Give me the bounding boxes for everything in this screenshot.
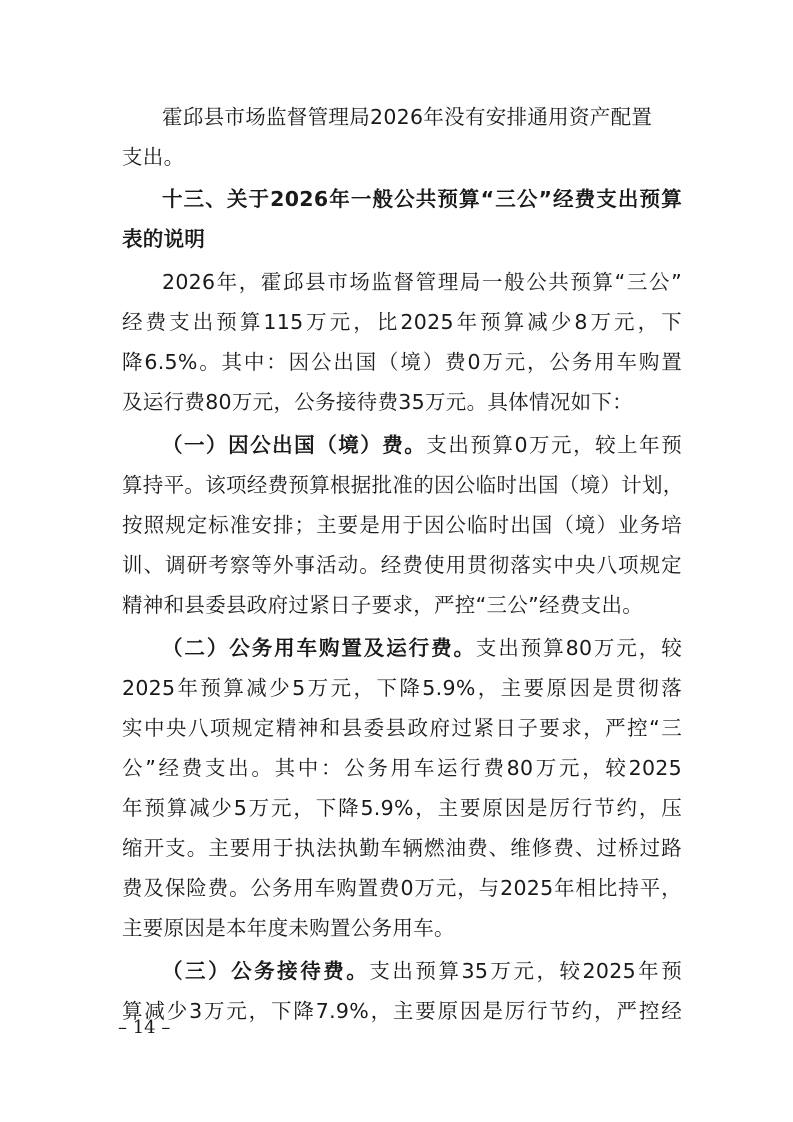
- text-line: 公”经费支出。其中：公务用车运行费80万元，较2025: [122, 756, 682, 780]
- section-heading: 表的说明: [122, 227, 206, 251]
- subsection-heading: （一）因公出国（境）费。: [162, 433, 427, 457]
- text-line: 算持平。该项经费预算根据批准的因公临时出国（境）计划，: [122, 473, 684, 497]
- subsection-heading: （二）公务用车购置及运行费。: [162, 636, 476, 660]
- text-line: 费及保险费。公务用车购置费0万元，与2025年相比持平，: [122, 876, 682, 900]
- text-line: [162, 951, 682, 991]
- text-span: 支出预算80万元，较: [475, 636, 682, 660]
- text-line: 降6.5%。其中：因公出国（境）费0万元，公务用车购置: [122, 350, 682, 374]
- text-line: 精神和县委县政府过紧日子要求，严控“三公”经费支出。: [122, 593, 644, 617]
- text-line: 及运行费80万元，公务接待费35万元。具体情况如下：: [122, 390, 633, 414]
- text-line: [162, 628, 682, 668]
- section-heading: 十三、关于2026年一般公共预算“三公”经费支出预算: [162, 187, 682, 211]
- text-line: 霍邱县市场监督管理局2026年没有安排通用资产配置: [162, 105, 653, 129]
- text-line: 算减少3万元，下降7.9%，主要原因是厉行节约，严控经: [122, 999, 682, 1023]
- text-line: 经费支出预算115万元，比2025年预算减少8万元，下: [122, 310, 682, 334]
- text-line: [162, 425, 682, 465]
- text-line: 2026年，霍邱县市场监督管理局一般公共预算“三公”: [162, 270, 682, 294]
- text-span: 支出预算35万元，较2025年预: [369, 959, 683, 983]
- page-number: – 14 –: [118, 1017, 171, 1038]
- text-line: 主要原因是本年度未购置公务用车。: [122, 916, 455, 940]
- text-line: 按照规定标准安排；主要是用于因公临时出国（境）业务培: [122, 513, 682, 537]
- subsection-heading: （三）公务接待费。: [162, 959, 370, 983]
- text-line: 2025年预算减少5万元，下降5.9%，主要原因是贯彻落: [122, 676, 682, 700]
- text-line: 实中央八项规定精神和县委县政府过紧日子要求，严控“三: [122, 716, 682, 740]
- text-line: 支出。: [122, 145, 185, 169]
- text-line: 缩开支。主要用于执法执勤车辆燃油费、维修费、过桥过路: [122, 836, 682, 860]
- text-span: 支出预算0万元，较上年预: [426, 433, 682, 457]
- text-line: 训、调研考察等外事活动。经费使用贯彻落实中央八项规定: [122, 553, 682, 577]
- text-line: 年预算减少5万元，下降5.9%，主要原因是厉行节约，压: [122, 796, 682, 820]
